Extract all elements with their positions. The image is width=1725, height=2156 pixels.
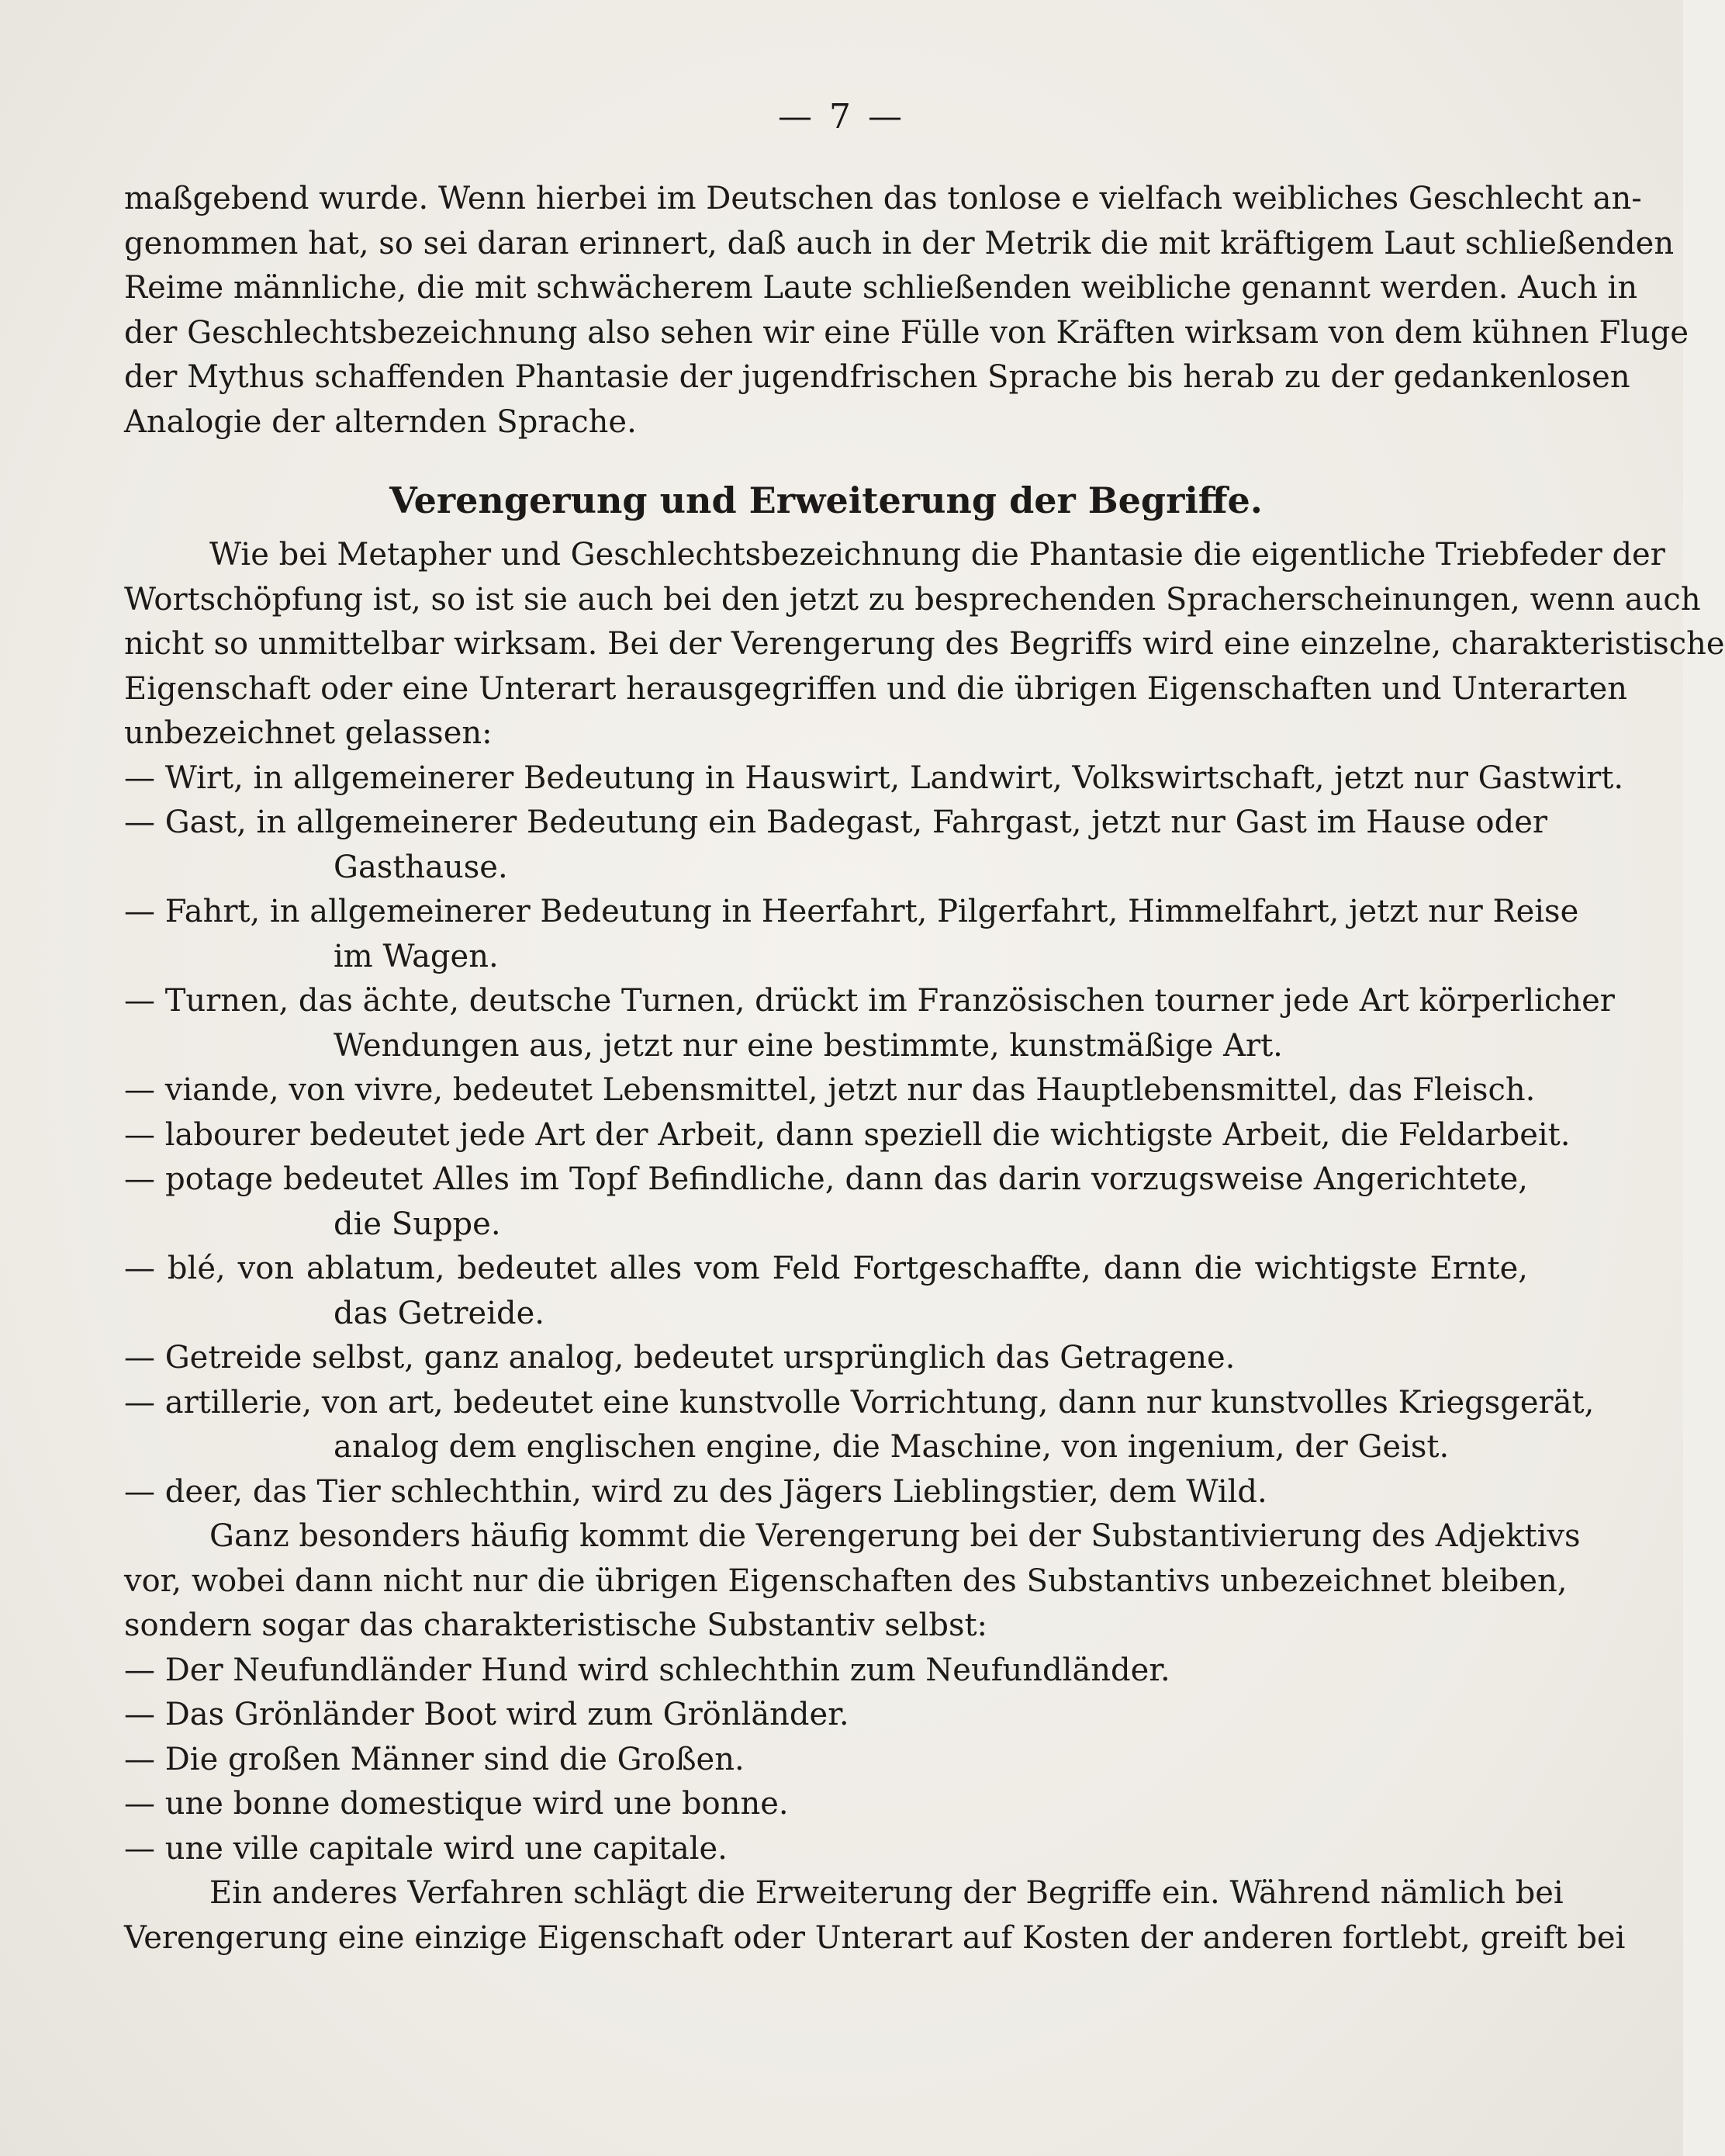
text-line: genommen hat, so sei daran erinnert, daß auch in der Metrik die mit kräftigem Laut schließenden (124, 225, 1675, 261)
text-line: der Geschlechtsbezeichnung also sehen wir eine Fülle von Kräften wirksam von dem kühnen Fluge (124, 314, 1689, 351)
example-continuation: im Wagen. (334, 938, 499, 974)
example-line: — Getreide selbst, ganz analog, bedeutet ursprünglich das Getragene. (124, 1340, 1236, 1376)
body-text (124, 177, 1725, 1960)
page-number: — 7 — (778, 97, 905, 137)
text-line: Wie bei Metapher und Geschlechtsbezeichnung die Phantasie die eigentliche Triebfeder der (209, 537, 1665, 573)
example-line: — Der Neufundländer Hund wird schlechthin zum Neufundländer. (124, 1652, 1170, 1688)
example-line: — deer, das Tier schlechthin, wird zu des Jägers Lieblingstier, dem Wild. (124, 1473, 1267, 1510)
example-line: — Die großen Männer sind die Großen. (124, 1741, 745, 1777)
text-line: Ein anderes Verfahren schlägt die Erweiterung der Begriffe ein. Während nämlich bei (209, 1875, 1564, 1911)
example-line: — une bonne domestique wird une bonne. (124, 1786, 789, 1822)
example-continuation: Gasthause. (334, 849, 508, 885)
example-continuation: Wendungen aus, jetzt nur eine bestimmte, kunstmäßige Art. (334, 1027, 1283, 1064)
example-line: — une ville capitale wird une capitale. (124, 1830, 728, 1867)
text-line: der Mythus schaffenden Phantasie der jugendfrischen Sprache bis herab zu der gedankenlosen (124, 359, 1630, 395)
section-heading: Verengerung und Erweiterung der Begriffe. (389, 479, 1263, 521)
example-continuation: das Getreide. (334, 1295, 544, 1331)
text-line: Eigenschaft oder eine Unterart herausgegriffen und die übrigen Eigenschaften und Unterarten (124, 670, 1628, 707)
text-line: Verengerung eine einzige Eigenschaft oder Unterart auf Kosten der anderen fortlebt, greift bei (124, 1919, 1626, 1956)
text-line: Analogie der alternden Sprache. (124, 403, 637, 440)
example-line: — artillerie, von art, bedeutet eine kunstvolle Vorrichtung, dann nur kunstvolles Kriegsgerät, (124, 1384, 1595, 1421)
example-line: — labourer bedeutet jede Art der Arbeit, dann speziell die wichtigste Arbeit, die Feldarbeit. (124, 1116, 1571, 1153)
example-line: — blé, von ablatum, bedeutet alles vom Feld Fortgeschaffte, dann die wichtigste Ernte, (124, 1251, 1528, 1286)
example-line: — viande, von vivre, bedeutet Lebensmittel, jetzt nur das Hauptlebensmittel, das Fleisch. (124, 1072, 1536, 1108)
text-line: vor, wobei dann nicht nur die übrigen Eigenschaften des Substantivs unbezeichnet bleiben, (124, 1562, 1568, 1599)
example-line: — Das Grönländer Boot wird zum Grönländer. (124, 1697, 849, 1732)
text-line: unbezeichnet gelassen: (124, 715, 493, 751)
example-line: — Gast, in allgemeinerer Bedeutung ein Badegast, Fahrgast, jetzt nur Gast im Hause oder (124, 805, 1548, 840)
text-line: sondern sogar das charakteristische Substantiv selbst: (124, 1607, 988, 1643)
text-line: maßgebend wurde. Wenn hierbei im Deutschen das tonlose e vielfach weibliches Geschlecht an- (124, 181, 1642, 216)
example-continuation: die Suppe. (334, 1206, 501, 1242)
example-line: — Turnen, das ächte, deutsche Turnen, drückt im Französischen tourner jede Art körperlicher (124, 983, 1615, 1019)
example-line: — potage bedeutet Alles im Topf Befindliche, dann das darin vorzugsweise Angerichtete, (124, 1161, 1528, 1197)
text-line: Wortschöpfung ist, so ist sie auch bei den jetzt zu besprechenden Spracherscheinungen, wenn auch (124, 581, 1701, 618)
example-line: — Fahrt, in allgemeinerer Bedeutung in Heerfahrt, Pilgerfahrt, Himmelfahrt, jetzt nur Reise (124, 894, 1579, 929)
text-line: Reime männliche, die mit schwächerem Laute schließenden weibliche genannt werden. Auch in (124, 270, 1638, 306)
example-line: — Wirt, in allgemeinerer Bedeutung in Hauswirt, Landwirt, Volkswirtschaft, jetzt nur Gastwirt. (124, 760, 1624, 796)
text-line: nicht so unmittelbar wirksam. Bei der Verengerung des Begriffs wird eine einzelne, charakteristische (124, 626, 1725, 662)
text-line: Ganz besonders häufig kommt die Verengerung bei der Substantivierung des Adjektivs (209, 1518, 1581, 1554)
example-continuation: analog dem englischen engine, die Maschine, von ingenium, der Geist. (334, 1429, 1450, 1465)
